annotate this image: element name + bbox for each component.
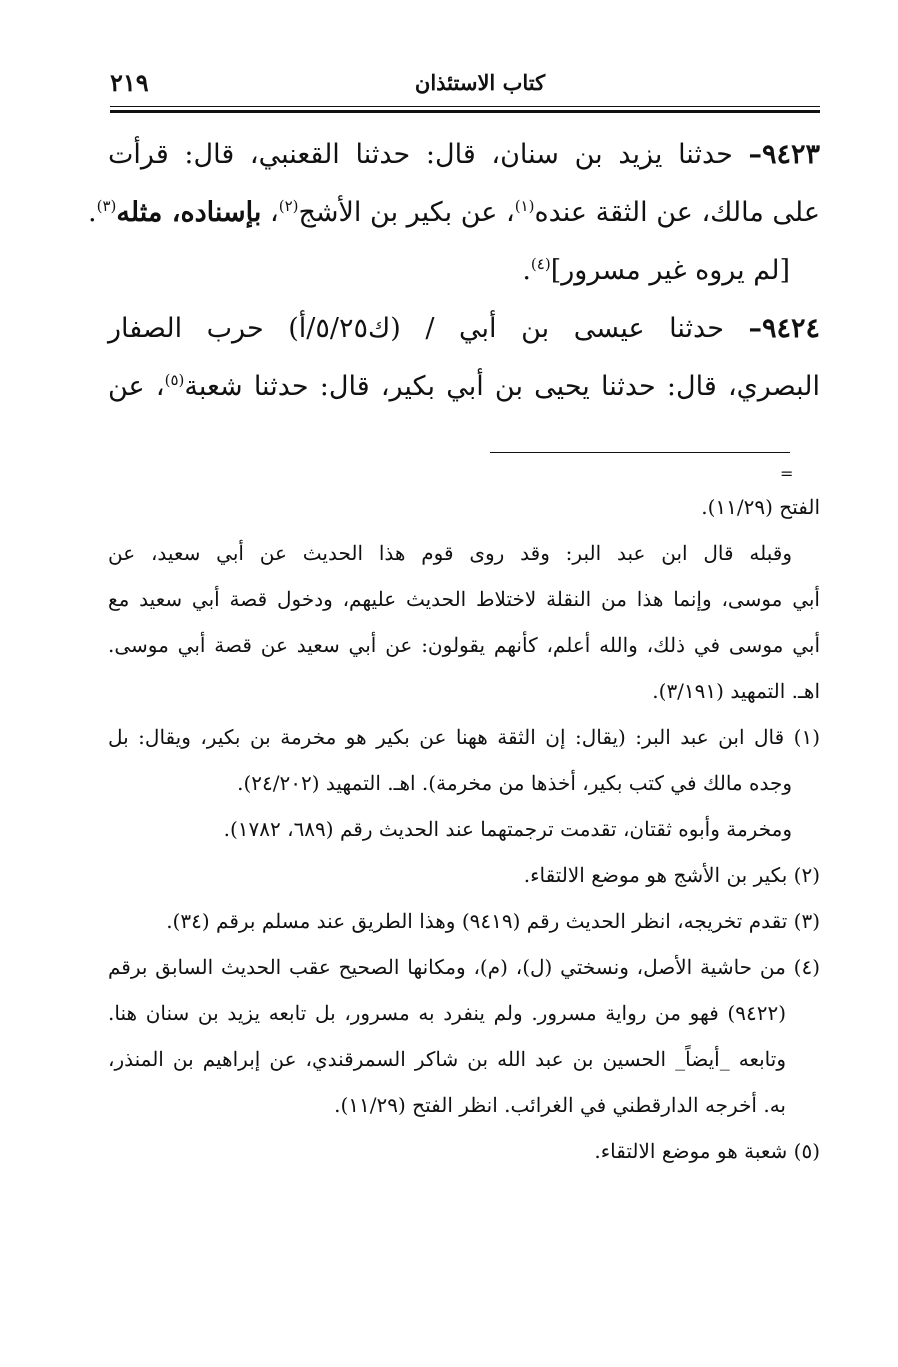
footnote-line: أبي موسى، وإنما هذا من النقلة لاختلاط الحديث عليهم، ودخول قصة أبي سعيد مع bbox=[108, 587, 820, 611]
footnote-2: (٢) بكير بن الأشج هو موضع الالتقاء. bbox=[523, 863, 820, 887]
footnote-line: اهـ. التمهيد (٣/١٩١). bbox=[652, 679, 820, 703]
bold-text: بإسناده، مثله bbox=[116, 197, 262, 228]
text-run: . bbox=[87, 197, 97, 228]
text-run: ، عن بكير بن الأشج bbox=[298, 197, 515, 228]
hadith-9423-line-1 bbox=[108, 126, 820, 184]
footnote-line: الفتح (١١/٢٩). bbox=[701, 495, 820, 519]
hadith-9424-line-2 bbox=[108, 358, 820, 416]
text-run: ، bbox=[261, 197, 279, 228]
main-text bbox=[87, 126, 820, 416]
footnote-separator bbox=[490, 452, 790, 453]
footnote-4: (٤) من حاشية الأصل، ونسختي (ل)، (م)، ومكانها الصحيح عقب الحديث السابق برقم bbox=[108, 955, 820, 979]
text-run: ، عن bbox=[108, 371, 165, 402]
page-header bbox=[110, 68, 820, 104]
footnote-ref: (٣) bbox=[96, 197, 117, 215]
hadith-number: ٩٤٢٤– bbox=[748, 313, 820, 344]
text-run: [لم يروه غير مسرور] bbox=[550, 255, 790, 286]
running-title: كتاب الاستئذان bbox=[414, 70, 546, 95]
footnote-line: به. أخرجه الدارقطني في الغرائب. انظر الفتح (١١/٢٩). bbox=[334, 1093, 786, 1117]
footnote-ref: (٥) bbox=[164, 371, 185, 389]
footnote-line: وقبله قال ابن عبد البر: وقد روى قوم هذا الحديث عن أبي سعيد، عن bbox=[108, 541, 792, 565]
footnote-line: وتابعه _أيضاً_ الحسين بن عبد الله بن شاكر السمرقندي، عن إبراهيم بن المنذر، bbox=[108, 1047, 786, 1071]
hadith-number: ٩٤٢٣– bbox=[748, 139, 820, 170]
text-run: حدثنا عيسى بن أبي / (ك٥/٢٥/أ) حرب الصفار bbox=[108, 313, 749, 344]
page-number: ٢١٩ bbox=[110, 68, 149, 97]
footnote-1: (١) قال ابن عبد البر: (يقال: إن الثقة ههنا عن بكير هو مخرمة بن بكير، ويقال: بل bbox=[108, 725, 820, 749]
footnote-ref: (٢) bbox=[278, 197, 299, 215]
footnote-5: (٥) شعبة هو موضع الالتقاء. bbox=[594, 1139, 820, 1163]
footnote-line: وجده مالك في كتب بكير، أخذها من مخرمة). اهـ. التمهيد (٢٤/٢٠٢). bbox=[237, 771, 792, 795]
header-rule-thick bbox=[110, 110, 820, 113]
hadith-9424-line-1 bbox=[108, 300, 820, 358]
footnote-ref: (١) bbox=[514, 197, 535, 215]
footnote-line: (٩٤٢٢) فهو من رواية مسرور. ولم ينفرد به مسرور، بل تابعه يزيد بن سنان هنا. bbox=[108, 1001, 786, 1025]
footnote-line: ومخرمة وأبوه ثقتان، تقدمت ترجمتهما عند الحديث رقم (٦٨٩، ١٧٨٢). bbox=[223, 817, 792, 841]
footnote-3: (٣) تقدم تخريجه، انظر الحديث رقم (٩٤١٩) وهذا الطريق عند مسلم برقم (٣٤). bbox=[166, 909, 820, 933]
text-run: على مالك، عن الثقة عنده bbox=[534, 197, 820, 228]
text-run: البصري، قال: حدثنا يحيى بن أبي بكير، قال: حدثنا شعبة bbox=[184, 371, 820, 402]
hadith-9423-line-2 bbox=[87, 184, 820, 242]
text-run: حدثنا يزيد بن سنان، قال: حدثنا القعنبي، قال: قرأت bbox=[108, 139, 749, 170]
footnotes bbox=[108, 484, 820, 1174]
continuation-mark: = bbox=[780, 464, 794, 483]
header-rule-thin bbox=[110, 106, 820, 107]
footnote-ref: (٤) bbox=[530, 255, 551, 273]
hadith-9423-line-3 bbox=[108, 242, 820, 300]
text-run: . bbox=[522, 255, 531, 286]
footnote-line: أبي موسى في ذلك، والله أعلم، كأنهم يقولون: عن أبي سعيد عن قصة أبي موسى. bbox=[108, 633, 820, 657]
